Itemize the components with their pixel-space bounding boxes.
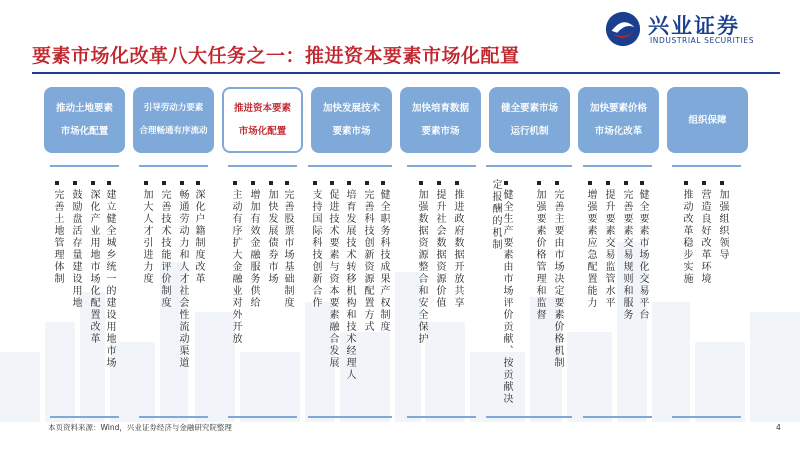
task-header-land [44, 87, 125, 153]
task-header-organization [667, 87, 748, 153]
task-header-capital [222, 87, 303, 153]
header-line: 市场化改革 [594, 126, 643, 137]
header-line: 合理畅通有序流动 [139, 126, 208, 136]
header-line: 组织保障 [688, 114, 727, 126]
title-divider [32, 72, 780, 74]
task-column-pricing [583, 165, 652, 418]
list-item: 推进政府数据开放共享 [452, 179, 463, 309]
list-item: 健全要素市场化交易平台 [637, 179, 648, 321]
task-header-pricing [578, 87, 659, 153]
header-line: 要素市场 [421, 126, 460, 137]
task-column-land [50, 165, 119, 418]
task-column-data [407, 165, 476, 418]
company-logo [604, 8, 794, 50]
header-line: 引导劳动力要素 [143, 103, 204, 113]
list-item: 完善土地管理体制 [52, 179, 63, 285]
task-column-capital [228, 165, 297, 418]
task-column-organization [672, 165, 741, 418]
task-header-technology [311, 87, 392, 153]
logo-chinese-name: 兴业证券 [648, 14, 740, 38]
list-item: 加强组织领导 [717, 179, 728, 261]
list-item: 推动改革稳步实施 [681, 179, 692, 285]
header-line: 推动土地要素 [55, 103, 113, 114]
list-item: 深化产业用地市场化配置改革 [88, 179, 99, 345]
list-item: 主动有序扩大金融业对外开放 [230, 179, 241, 345]
list-item: 提升要素交易监管水平 [603, 179, 614, 309]
list-item: 增强要素应急配置能力 [585, 179, 596, 309]
logo-english-name: INDUSTRIAL SECURITIES [650, 36, 755, 45]
list-item: 完善科技创新资源配置方式 [362, 179, 373, 333]
header-line: 市场化配置 [238, 126, 287, 137]
list-item: 深化户籍制度改革 [193, 179, 204, 285]
header-line: 运行机制 [510, 126, 549, 137]
task-header-labor [133, 87, 214, 153]
logo-mark-icon [604, 10, 642, 48]
list-item: 促进技术要素与资本要素融合发展 [327, 179, 338, 369]
task-column-technology [308, 165, 392, 418]
list-item: 畅通劳动力和人才社会性流动渠道 [177, 179, 188, 369]
header-line: 健全要素市场 [500, 103, 558, 114]
header-line: 市场化配置 [60, 126, 109, 137]
list-item: 完善技术技能评价制度 [159, 179, 170, 309]
task-header-mechanism [489, 87, 570, 153]
page-title: 要素市场化改革八大任务之一：推进资本要素市场化配置 [32, 45, 520, 67]
source-note: 本页资料来源：Wind，兴业证券经济与金融研究院整理 [48, 423, 232, 432]
header-line: 推进资本要素 [233, 103, 291, 114]
list-item: 提升社会数据资源价值 [434, 179, 445, 309]
list-item: 完善股票市场基础制度 [282, 179, 293, 309]
list-item: 完善要素交易规则和服务 [621, 179, 632, 321]
list-item: 培育发展技术转移机构和技术经理人 [344, 179, 355, 381]
list-item: 健全职务科技成果产权制度 [378, 179, 389, 333]
list-item: 增加有效金融服务供给 [248, 179, 259, 309]
header-line: 要素市场 [332, 126, 371, 137]
header-line: 加快发展技术 [322, 103, 380, 114]
task-header-data [400, 87, 481, 153]
header-line: 加快培育数据 [411, 103, 469, 114]
list-item: 加快发展债券市场 [266, 179, 277, 285]
list-item: 加强数据资源整合和安全保护 [416, 179, 427, 345]
list-item: 加大人才引进力度 [141, 179, 152, 285]
list-item: 健全生产要素由市场评价贡献、按贡献决定报酬的机制 [490, 179, 512, 405]
list-item: 鼓励盘活存量建设用地 [70, 179, 81, 309]
list-item: 支持国际科技创新合作 [310, 179, 321, 309]
list-item: 完善主要由市场决定要素价格机制 [552, 179, 563, 369]
list-item: 营造良好改革环境 [699, 179, 710, 285]
list-item: 建立健全城乡统一的建设用地市场 [104, 179, 115, 369]
list-item: 加强要素价格管理和监督 [534, 179, 545, 321]
task-column-mechanism [486, 165, 572, 418]
header-line: 加快要素价格 [589, 103, 647, 114]
task-column-labor [139, 165, 208, 418]
page-number: 4 [776, 423, 781, 432]
